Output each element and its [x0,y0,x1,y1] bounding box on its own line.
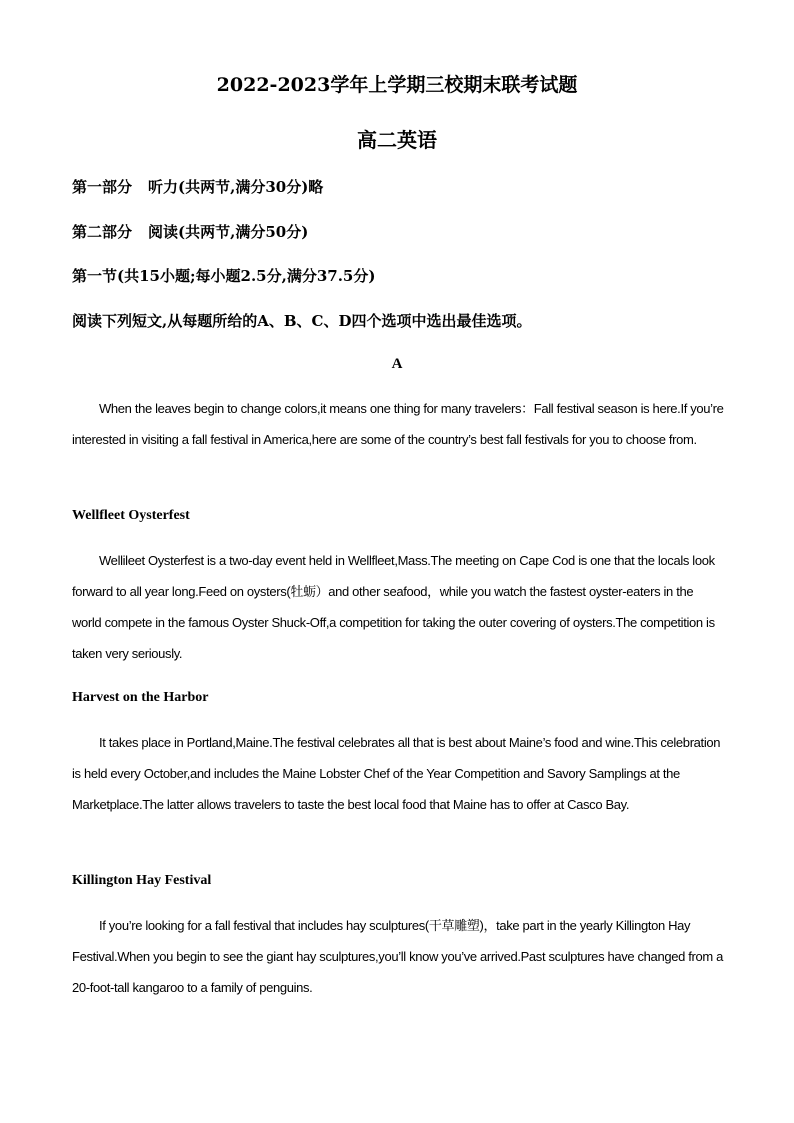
part-one-heading [72,176,323,197]
exam-title: 2022-2023学年上学期三校期末联考试题 [216,74,578,96]
passage-label: A [391,356,403,372]
part-two-description: 阅读(共两节,满分50分) [148,223,309,241]
section-one-heading: 第一节(共15小题;每小题2.5分,满分37.5分) [72,267,376,285]
part-one-label: 第一部分 [72,178,133,196]
festival-paragraph: If you’re looking for a fall festival that includes hay sculptures(干草雕塑)，take part in the yearly Killington Hay Festival.When you begin to see the giant hay sculptures,you’ll know you’ve arrived.Past sculptures have changed from a 20-foot-tall kangaroo to a family of penguins. [72,918,723,995]
festival-paragraph: Wellileet Oysterfest is a two-day event held in Wellfleet,Mass.The meeting on Cape Cod is one that the locals look forward to all year long.Feed on oysters(牡蛎）and other seafood，while you watch the fastest oyster-eaters in the world compete in the famous Oyster Shuck-Off,a competition for taking the outer covering of oysters.The competition is taken very seriously. [72,553,715,661]
festival-paragraph: It takes place in Portland,Maine.The festival celebrates all that is best about Maine’s food and wine.This celebration is held every October,and includes the Maine Lobster Chef of the Year Competition and Savory Samplings at the Marketplace.The latter allows travelers to taste the best local food that Maine has to offer at Casco Bay. [72,735,721,812]
passage-intro: When the leaves begin to change colors,it means one thing for many travelers：Fall festival season is here.If you’re interested in visiting a fall festival in America,here are some of the country’s best fall festivals for you to choose from. [72,401,724,447]
part-one-description: 听力(共两节,满分30分)略 [148,178,324,196]
exam-subject: 高二英语 [357,128,437,152]
festival-heading: Killington Hay Festival [72,873,212,888]
reading-instruction: 阅读下列短文,从每题所给的A、B、C、D四个选项中选出最佳选项。 [72,312,532,330]
part-two-heading [72,221,308,242]
part-two-label: 第二部分 [72,223,133,241]
festival-heading: Wellfleet Oysterfest [72,508,190,523]
festival-heading: Harvest on the Harbor [72,690,209,705]
